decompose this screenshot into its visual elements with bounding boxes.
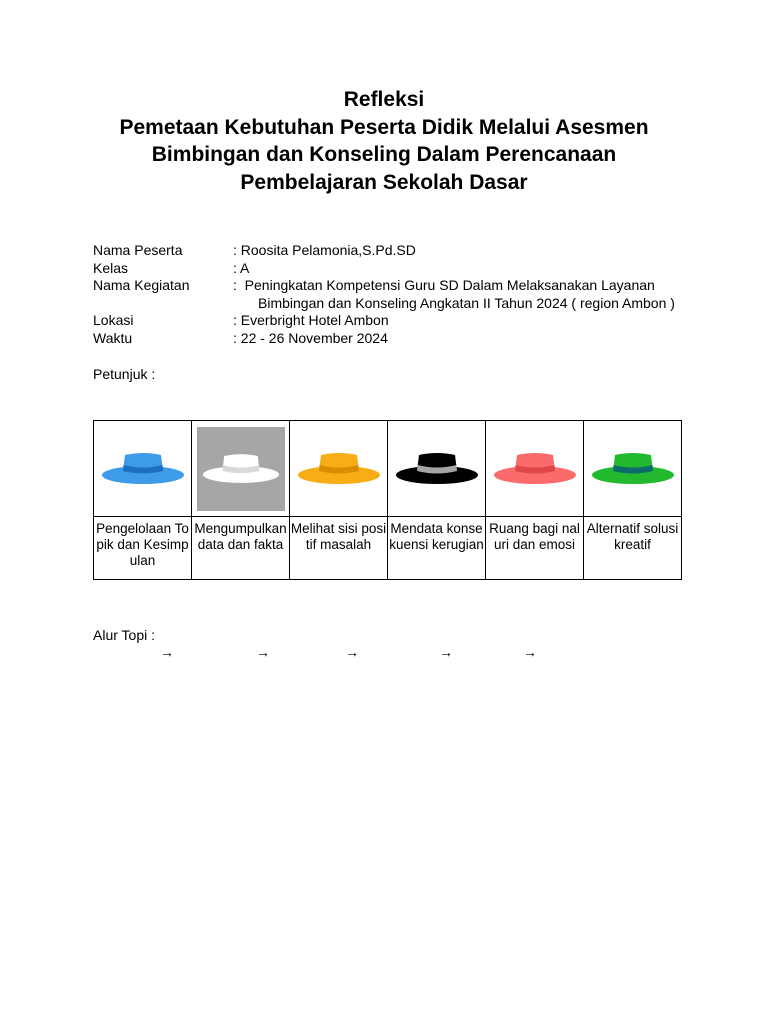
red-hat-icon <box>493 449 577 489</box>
hat-cell-green <box>584 421 682 517</box>
participant-info <box>93 242 675 347</box>
nama-kegiatan-value-line-2: Bimbingan dan Konseling Angkatan II Tahun 2024 ( region Ambon ) <box>258 294 675 311</box>
white-hat-icon <box>202 449 280 489</box>
hat-caption-row <box>94 517 682 580</box>
caption-green: Alternatif solusi kreatif <box>584 517 682 580</box>
gray-background <box>197 427 285 511</box>
title-line-3: Bimbingan dan Konseling Dalam Perencanaan <box>151 143 617 166</box>
info-row-nama-peserta <box>93 242 675 260</box>
hat-cell-red <box>486 421 584 517</box>
lokasi-value: : Everbright Hotel Ambon <box>233 312 389 328</box>
hat-cell-black <box>388 421 486 517</box>
hat-image-row <box>94 421 682 517</box>
flow-arrow-3: → <box>345 644 359 660</box>
hat-cell-white <box>192 421 290 517</box>
petunjuk-label: Petunjuk : <box>93 366 156 382</box>
title-line-4: Pembelajaran Sekolah Dasar <box>240 170 528 194</box>
caption-black: Mendata konsekuensi kerugian <box>388 517 486 580</box>
lokasi-label: Lokasi <box>93 312 134 328</box>
flow-arrow-5: → <box>523 644 537 660</box>
info-row-lokasi <box>93 312 675 330</box>
kelas-label: Kelas <box>93 259 129 276</box>
nama-peserta-label: Nama Peserta <box>93 242 183 258</box>
nama-kegiatan-value-line-1: : Peningkatan Kompetensi Guru SD Dalam Melaksanakan Layanan <box>233 277 655 293</box>
yellow-hat-icon <box>297 449 381 489</box>
title-line-2: Pemetaan Kebutuhan Peserta Didik Melalui Asesmen <box>119 115 649 139</box>
document-title <box>0 86 768 196</box>
kelas-value: : A <box>233 259 250 276</box>
info-row-waktu <box>93 330 675 348</box>
info-row-kelas <box>93 260 675 278</box>
alur-topi-label: Alur Topi : <box>93 627 155 643</box>
title-line-1: Refleksi <box>343 88 425 111</box>
flow-arrow-2: → <box>256 644 270 660</box>
blue-hat-icon <box>101 449 185 489</box>
caption-red: Ruang bagi naluri dan emosi <box>486 517 584 580</box>
black-hat-icon <box>395 449 479 489</box>
nama-peserta-value: : Roosita Pelamonia,S.Pd.SD <box>233 242 416 258</box>
hat-cell-yellow <box>290 421 388 517</box>
flow-arrow-1: → <box>160 644 174 660</box>
green-hat-icon <box>591 449 675 489</box>
waktu-value: : 22 - 26 November 2024 <box>233 329 388 346</box>
info-row-nama-kegiatan <box>93 277 675 312</box>
caption-white: Mengumpulkan data dan fakta <box>192 517 290 580</box>
waktu-label: Waktu <box>93 329 133 346</box>
caption-blue: Pengelolaan Topik dan Kesimpulan <box>94 517 192 580</box>
nama-kegiatan-label: Nama Kegiatan <box>93 277 190 293</box>
caption-yellow: Melihat sisi positif masalah <box>290 517 388 580</box>
six-hats-table <box>93 420 682 580</box>
nama-kegiatan-value <box>233 277 675 312</box>
hat-cell-blue <box>94 421 192 517</box>
flow-arrow-4: → <box>439 644 453 660</box>
